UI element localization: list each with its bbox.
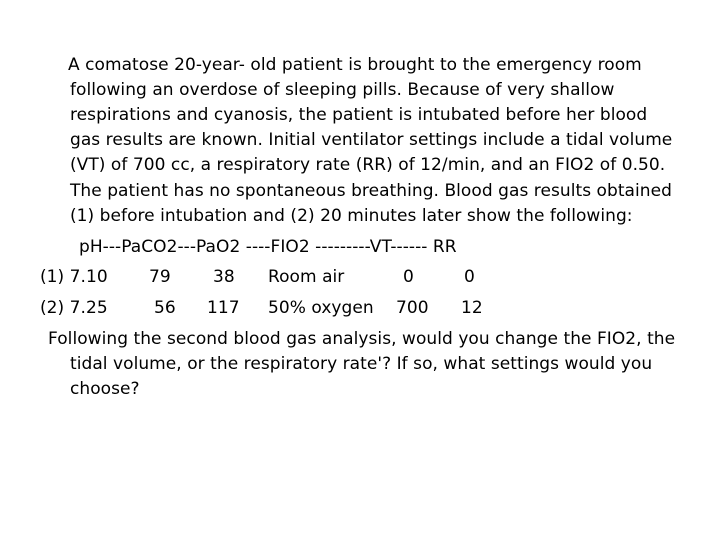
paragraph-line: The patient has no spontaneous breathing. Blood gas results obtained	[70, 181, 672, 201]
row-2-vt: 700	[396, 298, 429, 318]
question-line: tidal volume, or the respiratory rate'? If so, what settings would you	[70, 354, 653, 374]
question-line: Following the second blood gas analysis, would you change the FIO2, the	[48, 329, 676, 349]
row-2-fio2: 50% oxygen	[268, 298, 374, 318]
row-1-fio2: Room air	[268, 267, 345, 287]
paragraph-line: respirations and cyanosis, the patient is intubated before her blood	[70, 105, 648, 125]
paragraph-line: following an overdose of sleeping pills. Because of very shallow	[70, 80, 615, 100]
row-2-pao2: 117	[207, 298, 240, 318]
table-header: pH---PaCO2---PaO2 ----FIO2 ---------VT------ RR	[79, 237, 457, 257]
paragraph-line: gas results are known. Initial ventilator settings include a tidal volume	[70, 130, 673, 150]
paragraph-line: A comatose 20-year- old patient is brought to the emergency room	[68, 55, 642, 75]
row-2-label: (2) 7.25	[40, 298, 108, 318]
row-1-vt: 0	[403, 267, 414, 287]
paragraph-line: (1) before intubation and (2) 20 minutes later show the following:	[70, 206, 633, 226]
row-1-label: (1) 7.10	[40, 267, 108, 287]
row-1-paco2: 79	[149, 267, 171, 287]
row-2-paco2: 56	[154, 298, 176, 318]
question-line: choose?	[70, 379, 140, 399]
row-1-rr: 0	[464, 267, 475, 287]
paragraph-line: (VT) of 700 cc, a respiratory rate (RR) of 12/min, and an FIO2 of 0.50.	[70, 155, 666, 175]
row-2-rr: 12	[461, 298, 483, 318]
row-1-pao2: 38	[213, 267, 235, 287]
